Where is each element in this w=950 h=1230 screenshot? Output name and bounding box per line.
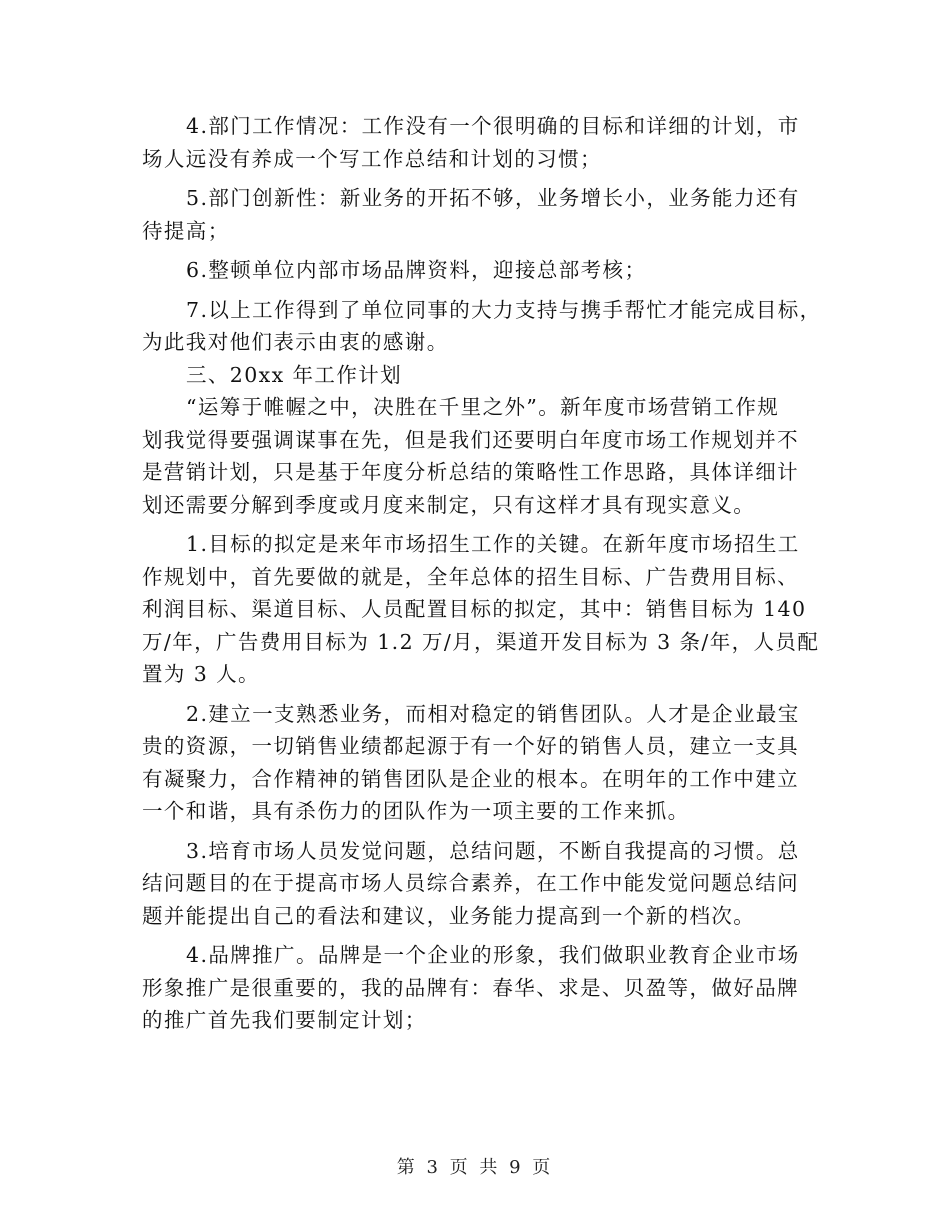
plan-3-line-2: 结问题目的在于提高市场人员综合素养，在工作中能发觉问题总结问 [142,871,799,895]
plan-2-line-2: 贵的资源，一切销售业绩都起源于有一个好的销售人员，建立一支具 [142,734,799,758]
intro-line-4: 划还需要分解到季度或月度来制定，只有这样才具有现实意义。 [142,492,756,517]
item-5-line-2: 待提高； [142,218,230,243]
plan-4-line-3: 的推广首先我们要制定计划； [142,1008,427,1032]
plan-1-line-5: 置为 3 人。 [142,662,260,686]
item-6-line-1: 6.整顿单位内部市场品牌资料，迎接总部考核； [186,258,647,282]
intro-line-3: 是营销计划，只是基于年度分析总结的策略性工作思路，具体详细计 [142,460,799,484]
item-5-line-1: 5.部门创新性：新业务的开拓不够，业务增长小，业务能力还有 [186,186,800,210]
plan-3-line-3: 题并能提出自己的看法和建议，业务能力提高到一个新的档次。 [142,903,756,928]
plan-1-line-1: 1.目标的拟定是来年市场招生工作的关键。在新年度市场招生工 [186,532,800,556]
item-4-line-2: 场人远没有养成一个写工作总结和计划的习惯； [142,146,602,171]
page-body [142,110,822,1037]
page-number-footer: 第 3 页 共 9 页 [396,1157,554,1178]
intro-line-2: 划我觉得要强调谋事在先，但是我们还要明白年度市场工作规划并不 [142,427,799,452]
plan-2-line-3: 有凝聚力，合作精神的销售团队是企业的根本。在明年的工作中建立 [142,766,799,791]
intro-line-1: “运筹于帷幄之中，决胜在千里之外”。新年度市场营销工作规 [186,395,780,419]
item-7-line-1: 7.以上工作得到了单位同事的大力支持与携手帮忙才能完成目标， [186,297,822,322]
item-4-line-1: 4.部门工作情况：工作没有一个很明确的目标和详细的计划，市 [186,114,800,138]
plan-4-line-1: 4.品牌推广。品牌是一个企业的形象，我们做职业教育企业市场 [186,943,800,967]
plan-1-line-4: 万/年，广告费用目标为 1.2 万/月，渠道开发目标为 3 条/年，人员配 [142,629,820,654]
plan-1-line-3: 利润目标、渠道目标、人员配置目标的拟定，其中：销售目标为 140 [142,597,807,621]
plan-2-line-4: 一个和谐，具有杀伤力的团队作为一项主要的工作来抓。 [142,799,690,823]
item-7-line-2: 为此我对他们表示由衷的感谢。 [142,330,449,354]
section-heading: 三、20xx 年工作计划 [186,362,403,387]
plan-2-line-1: 2.建立一支熟悉业务，而相对稳定的销售团队。人才是企业最宝 [186,701,800,726]
plan-1-line-2: 作规划中，首先要做的就是，全年总体的招生目标、广告费用目标、 [142,564,799,589]
plan-4-line-2: 形象推广是很重要的，我的品牌有：春华、求是、贝盈等，做好品牌 [142,975,799,1000]
plan-3-line-1: 3.培育市场人员发觉问题，总结问题，不断自我提高的习惯。总 [186,838,800,863]
